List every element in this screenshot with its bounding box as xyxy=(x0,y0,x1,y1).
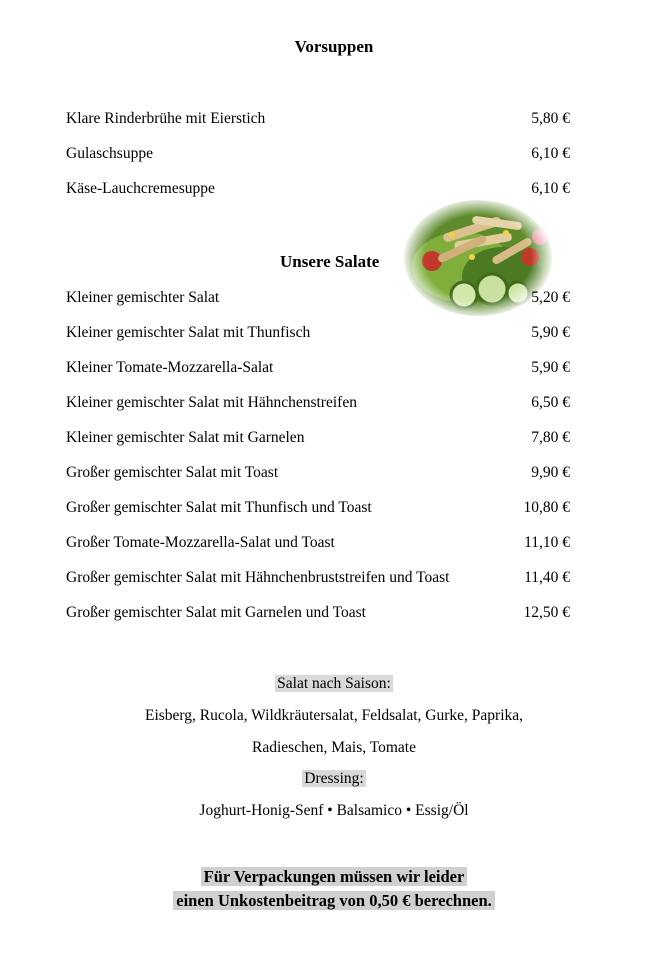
menu-item xyxy=(66,462,570,484)
menu-item xyxy=(66,287,570,309)
menu-item-price: 10,80 € xyxy=(523,499,570,516)
salads-heading: Unsere Salate xyxy=(280,252,380,271)
menu-item xyxy=(66,532,570,554)
menu-item xyxy=(66,108,570,130)
menu-item-price: 12,50 € xyxy=(523,604,570,621)
soups-heading: Vorsuppen xyxy=(294,37,374,56)
menu-item-name: Klare Rinderbrühe mit Eierstich xyxy=(66,110,266,127)
season-list-line-2: Radieschen, Mais, Tomate xyxy=(252,739,416,756)
menu-item xyxy=(66,602,570,624)
menu-item-price: 11,40 € xyxy=(524,569,570,586)
menu-item xyxy=(66,357,570,379)
packaging-note-text-1: Für Verpackungen müssen wir leider xyxy=(201,867,468,886)
menu-item-name: Kleiner gemischter Salat xyxy=(66,289,220,306)
packaging-note-line-1 xyxy=(0,865,668,889)
dressing-label: Dressing: xyxy=(304,770,364,787)
menu-item-price: 11,10 € xyxy=(524,534,570,551)
packaging-note-text-2: einen Unkostenbeitrag von 0,50 € berechnen. xyxy=(173,891,495,910)
season-label: Salat nach Saison: xyxy=(277,675,391,692)
menu-item-name: Großer gemischter Salat mit Thunfisch und Toast xyxy=(66,499,372,516)
dressing-options: Joghurt-Honig-Senf • Balsamico • Essig/Öl xyxy=(199,802,469,819)
menu-item-price: 6,10 € xyxy=(531,145,570,162)
menu-item-price: 5,90 € xyxy=(531,359,570,376)
menu-item-name: Kleiner Tomate-Mozzarella-Salat xyxy=(66,359,274,376)
menu-item xyxy=(66,427,570,449)
menu-item-price: 7,80 € xyxy=(531,429,570,446)
menu-item-price: 5,90 € xyxy=(531,324,570,341)
packaging-note-line-2 xyxy=(0,889,668,913)
menu-item xyxy=(66,322,570,344)
menu-item-name: Kleiner gemischter Salat mit Hähnchenstreifen xyxy=(66,394,357,411)
menu-item-price: 5,80 € xyxy=(531,110,570,127)
menu-item xyxy=(66,497,570,519)
menu-item xyxy=(66,567,570,589)
menu-item-name: Kleiner gemischter Salat mit Thunfisch xyxy=(66,324,311,341)
season-label-row xyxy=(0,673,668,695)
menu-item-price: 5,20 € xyxy=(531,289,570,306)
menu-item-name: Kleiner gemischter Salat mit Garnelen xyxy=(66,429,305,446)
menu-item-name: Großer gemischter Salat mit Toast xyxy=(66,464,279,481)
menu-item-name: Großer Tomate-Mozzarella-Salat und Toast xyxy=(66,534,335,551)
dressing-label-row xyxy=(0,768,668,790)
menu-item xyxy=(66,392,570,414)
menu-item-name: Käse-Lauchcremesuppe xyxy=(66,180,215,197)
menu-item-price: 9,90 € xyxy=(531,464,570,481)
menu-item-price: 6,50 € xyxy=(531,394,570,411)
menu-item-name: Gulaschsuppe xyxy=(66,145,153,162)
menu-item xyxy=(66,143,570,165)
menu-item-name: Großer gemischter Salat mit Hähnchenbruststreifen und Toast xyxy=(66,569,450,586)
menu-item-price: 6,10 € xyxy=(531,180,570,197)
menu-item-name: Großer gemischter Salat mit Garnelen und Toast xyxy=(66,604,366,621)
season-list-line-1: Eisberg, Rucola, Wildkräutersalat, Feldsalat, Gurke, Paprika, xyxy=(144,707,524,724)
